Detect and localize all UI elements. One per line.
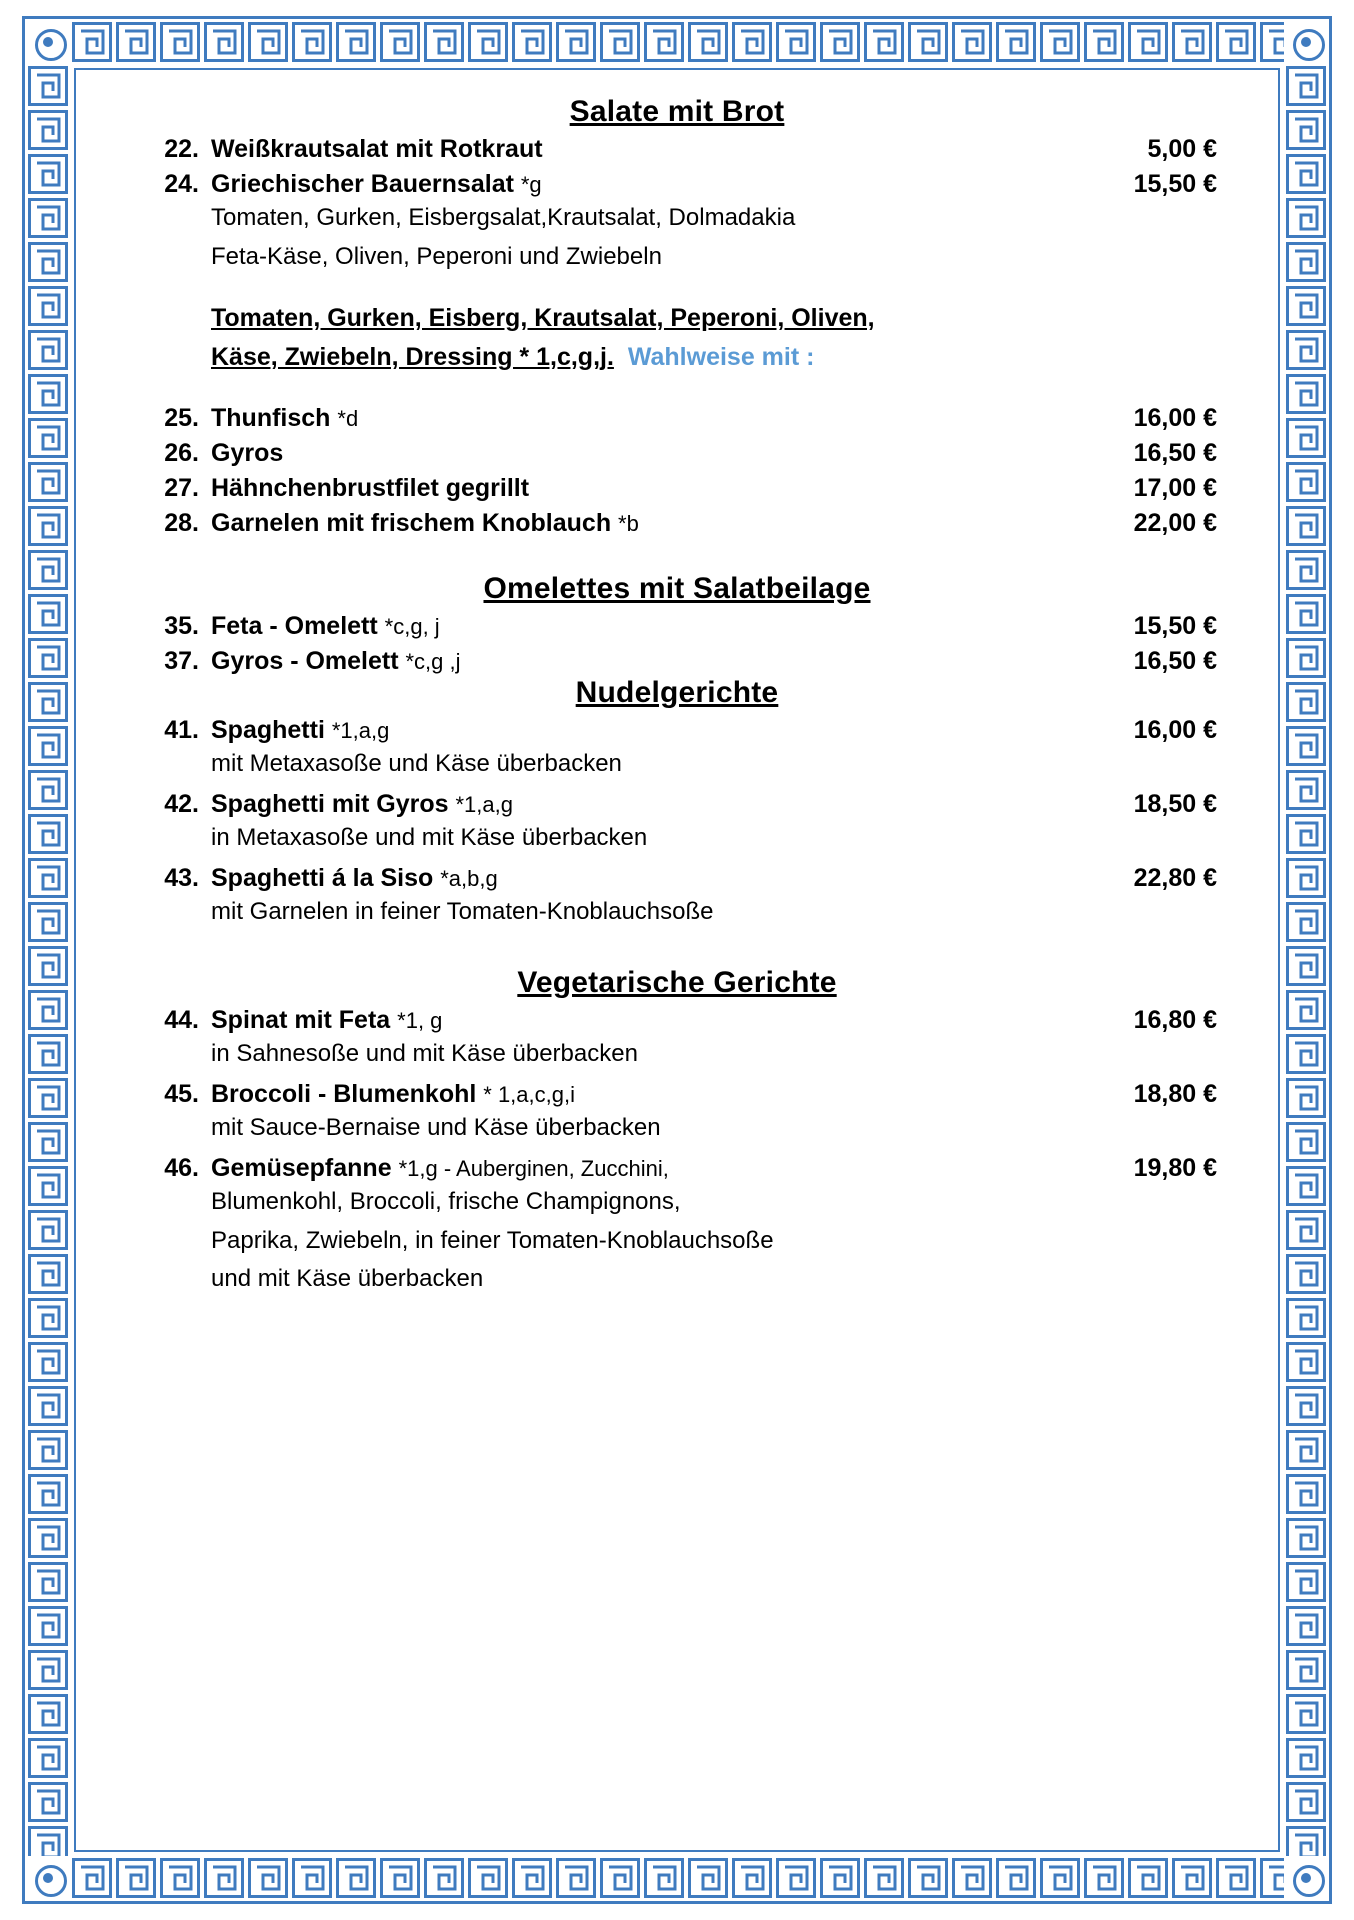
- section-title-vegetarisch: Vegetarische Gerichte: [517, 965, 837, 999]
- salad-base-note-ingredients: Käse, Zwiebeln, Dressing * 1,c,g,j.: [211, 342, 614, 371]
- item-name: [211, 647, 1087, 676]
- item-name: [211, 509, 1087, 538]
- corner-ornament-bottom-left: [26, 1856, 70, 1900]
- item-name: [211, 170, 1087, 199]
- item-number: 25.: [164, 404, 199, 433]
- item-allergens: *1, g: [397, 1007, 443, 1033]
- item-allergens: *1,a,g: [331, 718, 390, 744]
- section-title-omelettes: Omelettes mit Salatbeilage: [483, 572, 871, 606]
- item-allergens: *a,b,g: [440, 866, 498, 891]
- item-number: 35.: [164, 612, 199, 641]
- item-name-text: Griechischer Bauernsalat: [211, 170, 521, 198]
- greek-key-band-bottom: [26, 1856, 1328, 1900]
- menu-item-24: [137, 170, 1217, 199]
- item-number: 24.: [164, 170, 199, 198]
- item-name: [211, 474, 1087, 503]
- item-number: 28.: [164, 509, 199, 538]
- item-name: [211, 716, 1087, 745]
- item-price: 17,00 €: [1133, 474, 1217, 503]
- salad-base-note-line1: Tomaten, Gurken, Eisberg, Krautsalat, Peperoni, Oliven,: [211, 303, 875, 332]
- item-name-text: Spinat mit Feta: [211, 1005, 398, 1034]
- item-price: 5,00 €: [1147, 135, 1217, 163]
- item-description-line: Paprika, Zwiebeln, in feiner Tomaten-Knoblauchsoße: [211, 1226, 774, 1254]
- greek-key-band-top: [26, 20, 1328, 64]
- salad-base-note-line2: [211, 338, 1217, 377]
- section-title-salate: Salate mit Brot: [569, 95, 785, 128]
- item-allergens: *c,g, j: [384, 614, 440, 640]
- item-price: 16,50 €: [1133, 647, 1217, 676]
- menu-item-43: [137, 864, 1217, 893]
- corner-ornament-bottom-right: [1284, 1856, 1328, 1900]
- item-name-text: Broccoli - Blumenkohl: [211, 1079, 484, 1108]
- item-description-line: Tomaten, Gurken, Eisbergsalat,Krautsalat, Dolmadakia: [211, 204, 796, 231]
- item-price: 19,80 €: [1133, 1153, 1217, 1182]
- menu-item-35: [137, 612, 1217, 641]
- menu-item-42: [137, 790, 1217, 819]
- item-allergens: *1,a,g: [455, 792, 513, 818]
- item-allergens: *g: [520, 172, 542, 197]
- item-name: [211, 1006, 1087, 1035]
- item-number: 26.: [164, 439, 199, 468]
- corner-dot-icon: [1301, 1873, 1311, 1883]
- item-name-text: Spaghetti: [211, 716, 332, 745]
- item-price: 16,00 €: [1133, 716, 1217, 745]
- item-number: 22.: [164, 135, 199, 163]
- menu-item-46: [137, 1154, 1217, 1183]
- salad-base-note: [211, 299, 1217, 377]
- item-name: [211, 135, 1087, 164]
- corner-dot-icon: [43, 37, 53, 47]
- item-name-text: Weißkrautsalat mit Rotkraut: [211, 135, 543, 163]
- section-title-nudelgerichte: Nudelgerichte: [575, 676, 779, 710]
- item-name-text: Gyros: [211, 439, 284, 468]
- item-name: [211, 864, 1087, 893]
- item-name: [211, 790, 1087, 819]
- corner-dot-icon: [43, 1873, 53, 1883]
- menu-item-41: [137, 716, 1217, 745]
- item-name-text: Spaghetti mit Gyros: [211, 790, 456, 819]
- item-number: 45.: [164, 1079, 199, 1108]
- menu-item-37: [137, 647, 1217, 676]
- item-price: 22,00 €: [1133, 509, 1217, 538]
- item-number: 42.: [164, 790, 199, 819]
- item-description-line: und mit Käse überbacken: [211, 1265, 484, 1293]
- item-price: 16,80 €: [1133, 1005, 1217, 1034]
- item-allergens: *d: [337, 406, 359, 432]
- menu-item-27: [137, 474, 1217, 503]
- item-name-text: Thunfisch: [211, 404, 338, 433]
- item-number: 37.: [164, 647, 199, 676]
- item-number: 43.: [164, 864, 199, 892]
- item-price: 22,80 €: [1133, 864, 1217, 892]
- item-allergens: *1,g - Auberginen, Zucchini,: [398, 1155, 669, 1181]
- menu-item-26: [137, 439, 1217, 468]
- menu-item-25: [137, 404, 1217, 433]
- item-number: 27.: [164, 474, 199, 503]
- item-description-line: in Sahnesoße und mit Käse überbacken: [211, 1039, 638, 1067]
- item-price: 16,50 €: [1133, 439, 1217, 468]
- item-price: 15,50 €: [1133, 612, 1217, 641]
- item-number: 46.: [164, 1153, 199, 1182]
- greek-key-band-right: [1284, 20, 1328, 1900]
- corner-ornament-top-left: [26, 20, 70, 64]
- corner-ornament-top-right: [1284, 20, 1328, 64]
- greek-key-band-left: [26, 20, 70, 1900]
- item-description-line: Feta-Käse, Oliven, Peperoni und Zwiebeln: [211, 242, 662, 270]
- item-allergens: *c,g ,j: [405, 649, 461, 675]
- corner-dot-icon: [1301, 37, 1311, 47]
- item-number: 44.: [164, 1005, 199, 1034]
- item-name: [211, 1080, 1087, 1109]
- item-price: 15,50 €: [1133, 170, 1217, 198]
- item-name-text: Spaghetti á la Siso: [211, 864, 441, 892]
- menu-content: [95, 95, 1259, 1825]
- item-description-line: Blumenkohl, Broccoli, frische Champignons,: [211, 1187, 681, 1215]
- item-name-text: Feta - Omelett: [211, 612, 385, 641]
- item-name-text: Gyros - Omelett: [211, 647, 406, 676]
- item-name-text: Gemüsepfanne: [211, 1153, 399, 1182]
- menu-item-22: [137, 135, 1217, 164]
- item-price: 18,80 €: [1133, 1079, 1217, 1108]
- item-price: 18,50 €: [1133, 790, 1217, 819]
- item-price: 16,00 €: [1133, 404, 1217, 433]
- item-name: [211, 1154, 1087, 1183]
- item-description-line: mit Sauce-Bernaise und Käse überbacken: [211, 1113, 661, 1141]
- item-allergens: *b: [618, 511, 639, 537]
- menu-item-45: [137, 1080, 1217, 1109]
- item-name: [211, 612, 1087, 641]
- salad-base-note-accent: Wahlweise mit :: [627, 342, 815, 371]
- item-number: 41.: [164, 716, 199, 745]
- menu-item-44: [137, 1006, 1217, 1035]
- item-description-line: mit Metaxasoße und Käse überbacken: [211, 750, 622, 778]
- item-allergens: * 1,a,c,g,i: [483, 1081, 575, 1107]
- item-name: [211, 404, 1087, 433]
- item-description-line: mit Garnelen in feiner Tomaten-Knoblauchsoße: [211, 898, 714, 925]
- menu-item-28: [137, 509, 1217, 538]
- item-description-line: in Metaxasoße und mit Käse überbacken: [211, 824, 648, 852]
- item-name-text: Garnelen mit frischem Knoblauch: [211, 509, 619, 538]
- item-name-text: Hähnchenbrustfilet gegrillt: [211, 474, 530, 503]
- item-name: [211, 439, 1087, 468]
